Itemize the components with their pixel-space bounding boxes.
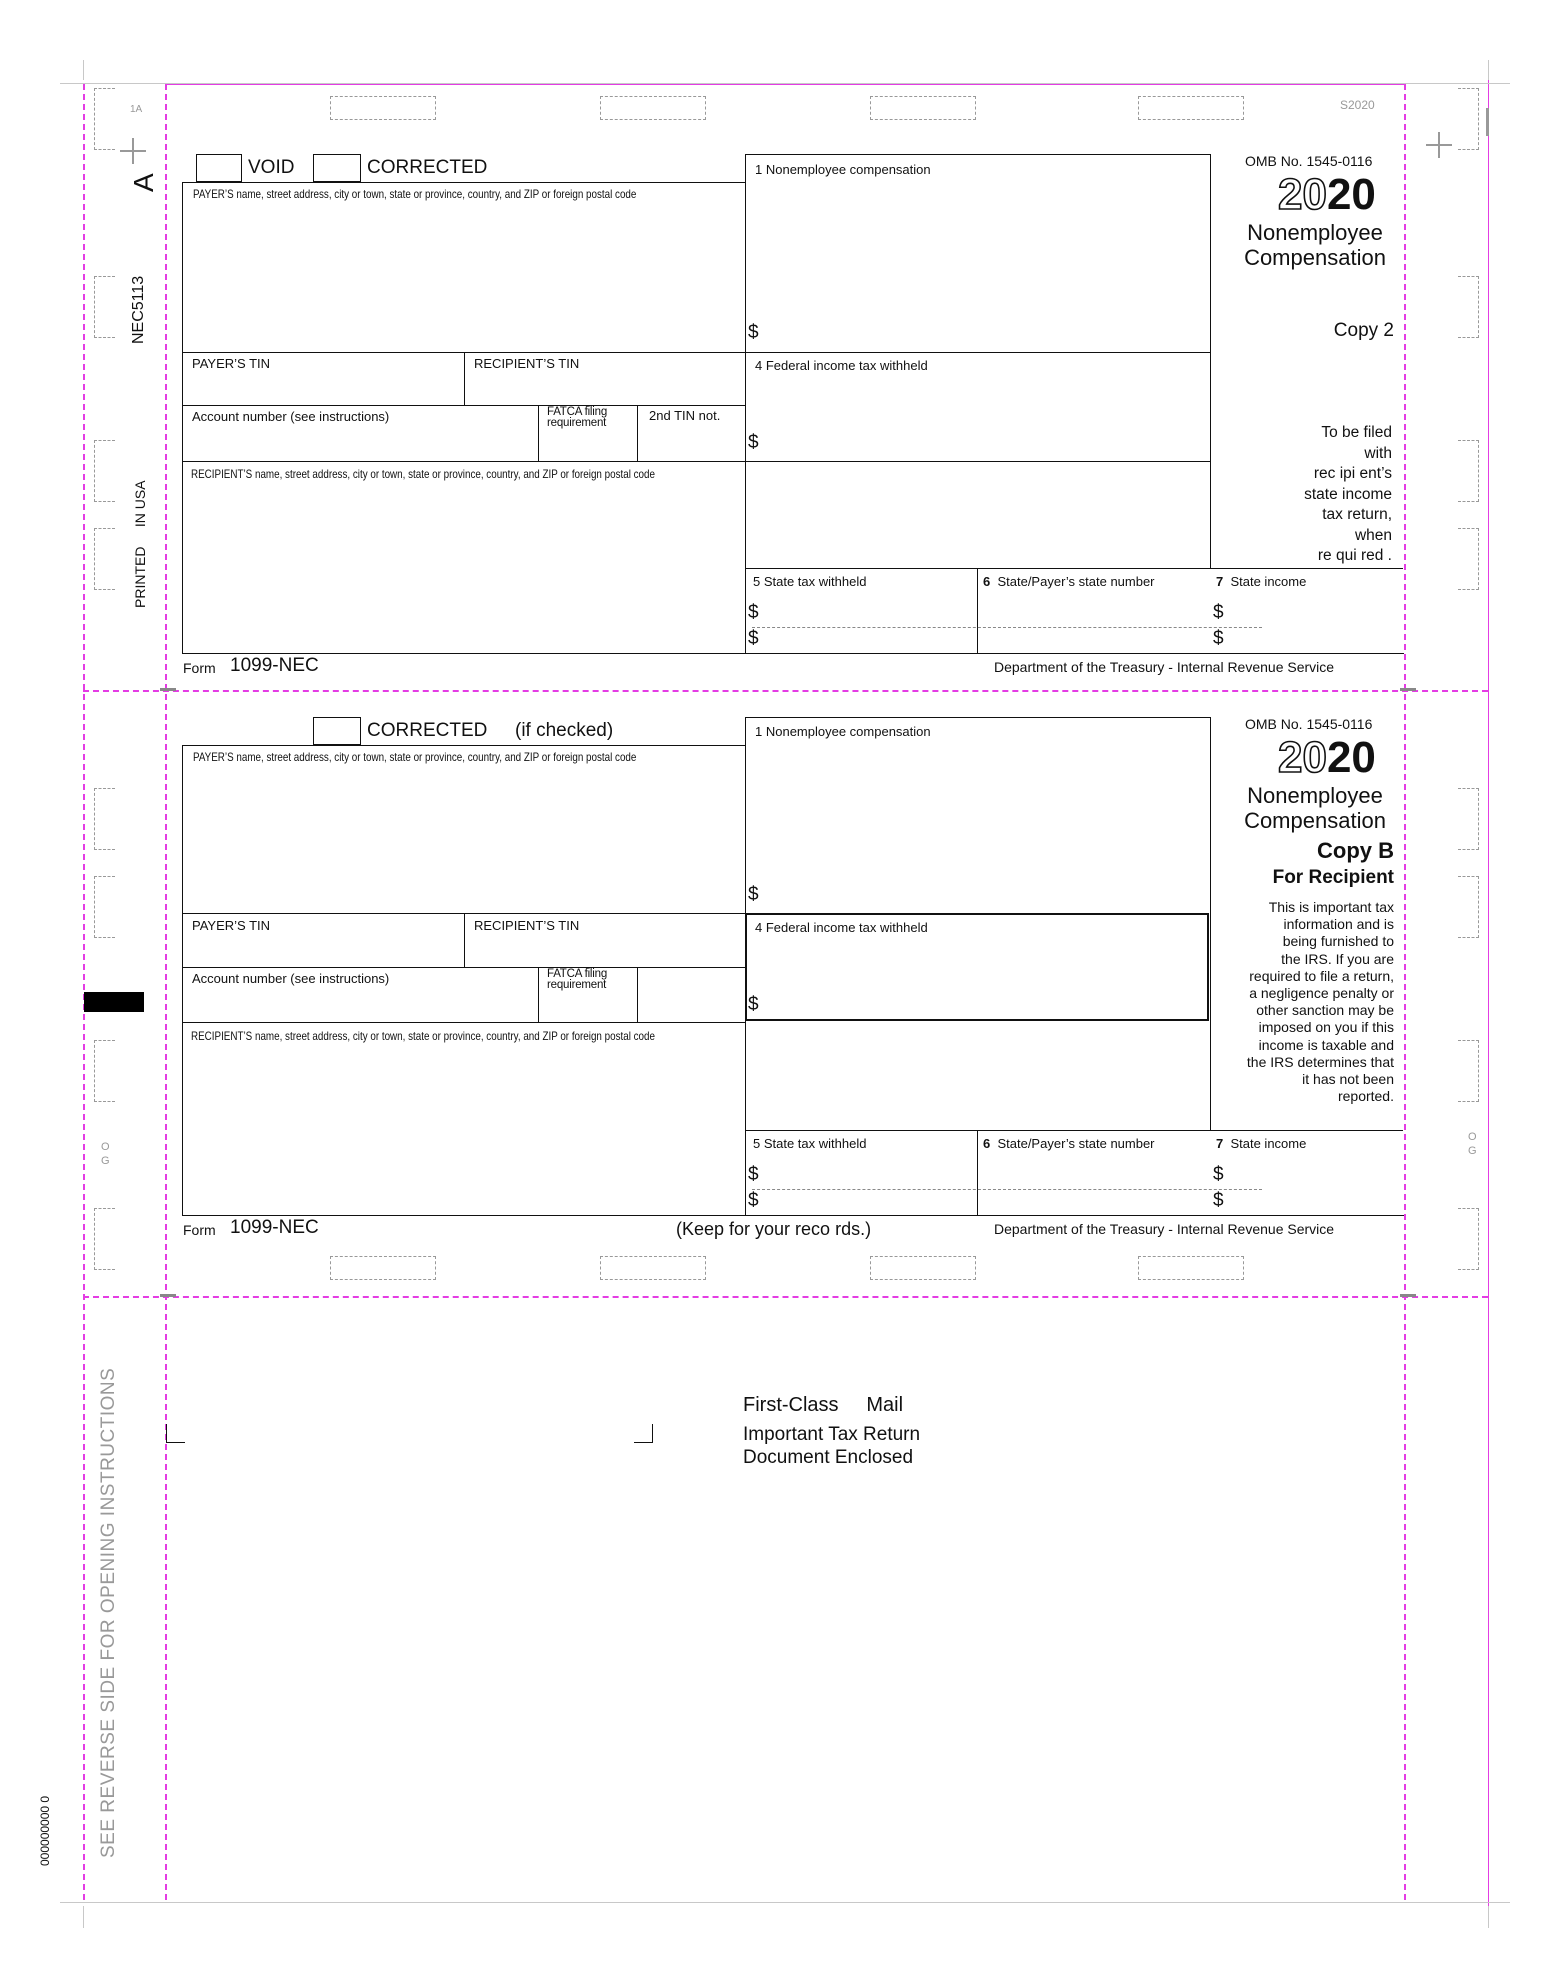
payer-name-label: PAYER’S name, street address, city or town, state or province, country, and ZIP or foreign postal code [193,187,637,201]
recipient-name-label: RECIPIENT’S name, street address, city or town, state or province, country, and ZIP or foreign postal code [191,1029,655,1043]
corrected-checkbox[interactable] [313,154,361,182]
box5-dollar-1: $ [748,602,759,623]
copy-letter: A [128,173,159,192]
box5-dollar-1: $ [748,1164,759,1185]
fatca-label: FATCA filing requirement [547,406,608,429]
form-word: Form [183,1222,216,1238]
tax-year: 2020 [1278,170,1376,219]
box5-label: 5 State tax withheld [753,574,867,589]
filing-note: To be filed with rec ipi ent’s state income tax return, when re qui red . [1304,424,1392,564]
payer-tin-label: PAYER’S TIN [192,918,271,933]
box4-label: 4 Federal income tax withheld [755,358,928,373]
box4-label: 4 Federal income tax withheld [755,920,928,935]
product-code: NEC5113 [130,275,147,344]
mail-line-2: Important Tax Return [743,1424,921,1445]
s-code: S2020 [1340,98,1375,112]
box7-label: 7 State income [1216,1136,1307,1151]
window-corner-left [166,1424,185,1443]
box4-dollar: $ [748,432,759,453]
payer-tin-label: PAYER’S TIN [192,356,271,371]
box7-label: 7 State income [1216,574,1307,589]
account-number-label: Account number (see instructions) [192,971,390,986]
box1-label: 1 Nonemployee compensation [755,162,931,177]
box7-dollar-2: $ [1213,628,1224,649]
form-title: Nonemployee Compensation [1244,783,1386,833]
form-name: 1099-NEC [230,655,319,676]
box6-label: 6 State/Payer’s state number [983,1136,1155,1151]
if-checked-label: (if checked) [515,720,614,741]
box5-dollar-2: $ [748,628,759,649]
omb-number: OMB No. 1545-0116 [1245,153,1373,169]
opening-instructions: SEE REVERSE SIDE FOR OPENING INSTRUCTIONS [98,1367,119,1858]
corrected-label: CORRECTED [367,157,488,178]
for-recipient-label: For Recipient [1272,867,1394,888]
fatca-label: FATCA filing requirement [547,968,608,991]
box5-label: 5 State tax withheld [753,1136,867,1151]
recipient-tin-label: RECIPIENT’S TIN [474,918,580,933]
corrected-checkbox[interactable] [313,717,361,745]
box1-dollar: $ [748,322,759,343]
corrected-label: CORRECTED [367,720,488,741]
box1-dollar: $ [748,884,759,905]
account-number-label: Account number (see instructions) [192,409,390,424]
mail-line-3: Document Enclosed [743,1447,914,1468]
recipient-name-label: RECIPIENT’S name, street address, city or town, state or province, country, and ZIP or foreign postal code [191,467,655,481]
copy-label: Copy 2 [1333,320,1394,341]
box7-dollar-1: $ [1213,602,1224,623]
department-line: Department of the Treasury - Internal Revenue Service [994,659,1335,675]
og-right: O G [1468,1131,1477,1157]
omb-number: OMB No. 1545-0116 [1245,716,1373,732]
og-left: O G [101,1141,110,1167]
payer-name-label: PAYER’S name, street address, city or town, state or province, country, and ZIP or foreign postal code [193,750,637,764]
alignment-tick [1486,108,1489,136]
box5-dollar-2: $ [748,1190,759,1211]
copy-code: 1A [130,104,143,115]
void-checkbox[interactable] [196,154,242,182]
recipient-tin-label: RECIPIENT’S TIN [474,356,580,371]
box6-label: 6 State/Payer’s state number [983,574,1155,589]
keep-records-note: (Keep for your reco rds.) [676,1219,872,1239]
box1-label: 1 Nonemployee compensation [755,724,931,739]
black-timing-mark [84,992,144,1012]
void-label: VOID [248,157,295,178]
serial-number: 000000000 0 [38,1795,52,1866]
mail-class: First-Class Mail [743,1394,904,1416]
recipient-notice: This is important tax information and is being furnished to the IRS. If you are required to file a return, a negligence penalty or other sanction may be imposed on you if this income is taxable and the IRS determines that it has not been reported. [1246,899,1394,1105]
form-name: 1099-NEC [230,1217,319,1238]
window-corner-right [634,1424,653,1443]
box4-dollar: $ [748,994,759,1015]
department-line: Department of the Treasury - Internal Revenue Service [994,1221,1335,1237]
registration-mark-right [1426,132,1452,158]
tax-year: 2020 [1278,733,1376,782]
printed-in-usa: PRINTED IN USA [132,480,148,608]
second-tin-label: 2nd TIN not. [649,408,721,423]
box7-dollar-1: $ [1213,1164,1224,1185]
form-word: Form [183,660,216,676]
copy-label: Copy B [1317,838,1394,863]
form-title: Nonemployee Compensation [1244,220,1386,270]
registration-mark-left [120,138,146,164]
box7-dollar-2: $ [1213,1190,1224,1211]
